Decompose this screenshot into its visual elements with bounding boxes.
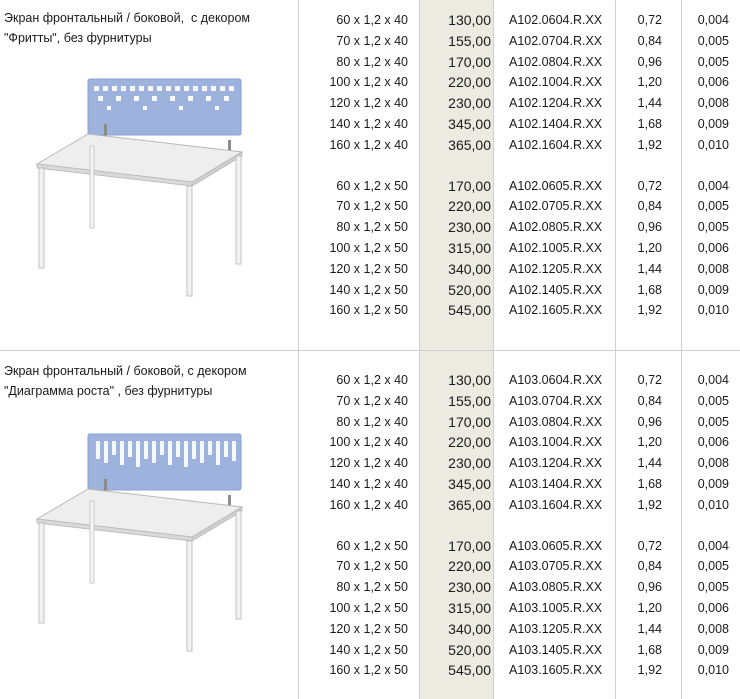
size-cell: 60 x 1,2 x 50 bbox=[336, 538, 408, 553]
weight-cell: 0,006 bbox=[697, 241, 729, 255]
volume-cell: 0,96 bbox=[637, 220, 662, 235]
volume-cell: 0,72 bbox=[637, 13, 662, 27]
price-cell: 220,00 bbox=[448, 198, 491, 215]
volume-cell: 1,20 bbox=[637, 241, 662, 255]
size-cell: 120 x 1,2 x 50 bbox=[329, 621, 408, 636]
price-cell: 230,00 bbox=[448, 579, 491, 596]
size-cell: 100 x 1,2 x 40 bbox=[329, 435, 408, 450]
weight-cell: 0,005 bbox=[697, 33, 729, 48]
table-row bbox=[0, 412, 740, 433]
table-row bbox=[0, 72, 740, 93]
table-row bbox=[0, 474, 740, 495]
weight-cell: 0,005 bbox=[697, 559, 729, 574]
volume-cell: 1,20 bbox=[637, 75, 662, 90]
price-cell: 315,00 bbox=[448, 600, 491, 616]
volume-cell: 0,84 bbox=[637, 33, 662, 48]
weight-cell: 0,009 bbox=[697, 477, 729, 491]
size-cell: 100 x 1,2 x 50 bbox=[329, 241, 408, 255]
volume-cell: 1,92 bbox=[637, 303, 662, 318]
article-code-cell: A103.1005.R.XX bbox=[509, 601, 603, 615]
article-code-cell: A103.1205.R.XX bbox=[509, 621, 603, 636]
table-row bbox=[0, 391, 740, 412]
volume-cell: 1,44 bbox=[637, 261, 662, 276]
weight-cell: 0,005 bbox=[697, 54, 729, 69]
volume-cell: 0,96 bbox=[637, 580, 662, 595]
price-cell: 230,00 bbox=[448, 219, 491, 236]
article-code-cell: A103.1404.R.XX bbox=[509, 477, 603, 491]
table-row bbox=[0, 176, 740, 197]
table-row bbox=[0, 52, 740, 73]
weight-cell: 0,005 bbox=[697, 199, 729, 214]
weight-cell: 0,010 bbox=[697, 303, 729, 318]
article-code-cell: A103.1204.R.XX bbox=[509, 456, 603, 471]
table-row bbox=[0, 238, 740, 259]
price-cell: 220,00 bbox=[448, 434, 491, 451]
volume-cell: 1,68 bbox=[637, 477, 662, 491]
volume-cell: 0,84 bbox=[637, 199, 662, 214]
price-cell: 155,00 bbox=[448, 32, 491, 49]
volume-cell: 1,20 bbox=[637, 435, 662, 450]
weight-cell: 0,010 bbox=[697, 137, 729, 152]
article-code-cell: A102.1404.R.XX bbox=[509, 117, 603, 131]
size-cell: 80 x 1,2 x 40 bbox=[336, 54, 408, 69]
article-code-cell: A103.1605.R.XX bbox=[509, 663, 603, 678]
weight-cell: 0,008 bbox=[697, 456, 729, 471]
weight-cell: 0,005 bbox=[697, 393, 729, 408]
volume-cell: 0,72 bbox=[637, 178, 662, 193]
article-code-cell: A102.0604.R.XX bbox=[509, 13, 603, 27]
weight-cell: 0,010 bbox=[697, 663, 729, 678]
price-cell: 230,00 bbox=[448, 95, 491, 112]
table-row bbox=[0, 280, 740, 301]
weight-cell: 0,006 bbox=[697, 75, 729, 90]
size-cell: 70 x 1,2 x 50 bbox=[336, 199, 408, 214]
weight-cell: 0,009 bbox=[697, 117, 729, 131]
table-row bbox=[0, 370, 740, 391]
price-cell: 230,00 bbox=[448, 455, 491, 472]
table-row bbox=[0, 619, 740, 640]
price-cell: 155,00 bbox=[448, 392, 491, 409]
table-row bbox=[0, 577, 740, 598]
table-row bbox=[0, 259, 740, 280]
table-row bbox=[0, 640, 740, 661]
size-cell: 120 x 1,2 x 50 bbox=[329, 261, 408, 276]
size-cell: 60 x 1,2 x 40 bbox=[336, 373, 408, 387]
volume-cell: 0,84 bbox=[637, 559, 662, 574]
price-cell: 365,00 bbox=[448, 136, 491, 153]
article-code-cell: A102.1005.R.XX bbox=[509, 241, 603, 255]
table-row bbox=[0, 135, 740, 156]
size-cell: 120 x 1,2 x 40 bbox=[329, 96, 408, 111]
weight-cell: 0,005 bbox=[697, 580, 729, 595]
article-code-cell: A102.1604.R.XX bbox=[509, 137, 603, 152]
table-row bbox=[0, 217, 740, 238]
price-cell: 545,00 bbox=[448, 662, 491, 679]
volume-cell: 1,92 bbox=[637, 663, 662, 678]
size-cell: 60 x 1,2 x 40 bbox=[336, 13, 408, 27]
article-code-cell: A102.0805.R.XX bbox=[509, 220, 603, 235]
price-cell: 220,00 bbox=[448, 558, 491, 575]
table-row bbox=[0, 660, 740, 681]
table-row bbox=[0, 300, 740, 321]
price-cell: 520,00 bbox=[448, 281, 491, 298]
size-cell: 70 x 1,2 x 50 bbox=[336, 559, 408, 574]
size-cell: 100 x 1,2 x 50 bbox=[329, 601, 408, 615]
volume-cell: 1,44 bbox=[637, 96, 662, 111]
weight-cell: 0,005 bbox=[697, 220, 729, 235]
size-cell: 140 x 1,2 x 40 bbox=[329, 477, 408, 491]
product-title: Экран фронтальный / боковой, с декором "Фритты", без фурнитуры bbox=[4, 11, 251, 45]
weight-cell: 0,008 bbox=[697, 261, 729, 276]
price-cell: 365,00 bbox=[448, 496, 491, 513]
product-section-growth-chart bbox=[0, 351, 740, 699]
size-cell: 160 x 1,2 x 50 bbox=[329, 663, 408, 678]
weight-cell: 0,005 bbox=[697, 414, 729, 429]
volume-cell: 0,84 bbox=[637, 393, 662, 408]
volume-cell: 1,44 bbox=[637, 621, 662, 636]
article-code-cell: A102.1205.R.XX bbox=[509, 261, 603, 276]
weight-cell: 0,008 bbox=[697, 621, 729, 636]
price-cell: 545,00 bbox=[448, 302, 491, 319]
price-cell: 130,00 bbox=[448, 372, 491, 388]
article-code-cell: A102.0704.R.XX bbox=[509, 33, 603, 48]
article-code-cell: A102.1204.R.XX bbox=[509, 96, 603, 111]
price-cell: 170,00 bbox=[448, 413, 491, 430]
price-cell: 170,00 bbox=[448, 537, 491, 554]
size-cell: 160 x 1,2 x 40 bbox=[329, 137, 408, 152]
weight-cell: 0,006 bbox=[697, 601, 729, 615]
price-cell: 345,00 bbox=[448, 116, 491, 132]
table-row bbox=[0, 453, 740, 474]
size-cell: 140 x 1,2 x 50 bbox=[329, 642, 408, 657]
article-code-cell: A102.0605.R.XX bbox=[509, 178, 603, 193]
article-code-cell: A103.0805.R.XX bbox=[509, 580, 603, 595]
article-code-cell: A102.1405.R.XX bbox=[509, 282, 603, 297]
article-code-cell: A102.0705.R.XX bbox=[509, 199, 603, 214]
size-cell: 100 x 1,2 x 40 bbox=[329, 75, 408, 90]
price-cell: 340,00 bbox=[448, 620, 491, 637]
weight-cell: 0,008 bbox=[697, 96, 729, 111]
size-cell: 70 x 1,2 x 40 bbox=[336, 33, 408, 48]
volume-cell: 0,72 bbox=[637, 538, 662, 553]
table-row bbox=[0, 556, 740, 577]
size-cell: 80 x 1,2 x 50 bbox=[336, 580, 408, 595]
size-cell: 80 x 1,2 x 40 bbox=[336, 414, 408, 429]
weight-cell: 0,004 bbox=[697, 373, 729, 387]
weight-cell: 0,009 bbox=[697, 282, 729, 297]
volume-cell: 1,92 bbox=[637, 137, 662, 152]
article-code-cell: A102.1004.R.XX bbox=[509, 75, 603, 90]
article-code-cell: A103.0605.R.XX bbox=[509, 538, 603, 553]
product-title: Экран фронтальный / боковой, с декором "Диаграмма роста" , без фурнитуры bbox=[4, 364, 247, 398]
price-cell: 170,00 bbox=[448, 177, 491, 194]
volume-cell: 1,68 bbox=[637, 117, 662, 131]
weight-cell: 0,004 bbox=[697, 538, 729, 553]
volume-cell: 1,44 bbox=[637, 456, 662, 471]
article-code-cell: A103.1004.R.XX bbox=[509, 435, 603, 450]
article-code-cell: A103.0804.R.XX bbox=[509, 414, 603, 429]
table-row bbox=[0, 31, 740, 52]
table-row bbox=[0, 598, 740, 619]
article-code-cell: A103.0604.R.XX bbox=[509, 373, 603, 387]
weight-cell: 0,009 bbox=[697, 642, 729, 657]
volume-cell: 0,96 bbox=[637, 54, 662, 69]
volume-cell: 0,96 bbox=[637, 414, 662, 429]
price-cell: 170,00 bbox=[448, 53, 491, 70]
size-cell: 140 x 1,2 x 40 bbox=[329, 117, 408, 131]
size-cell: 70 x 1,2 x 40 bbox=[336, 393, 408, 408]
article-code-cell: A102.1605.R.XX bbox=[509, 303, 603, 318]
table-row bbox=[0, 93, 740, 114]
volume-cell: 1,20 bbox=[637, 601, 662, 615]
table-row bbox=[0, 196, 740, 217]
size-cell: 140 x 1,2 x 50 bbox=[329, 282, 408, 297]
article-code-cell: A103.1405.R.XX bbox=[509, 642, 603, 657]
size-cell: 80 x 1,2 x 50 bbox=[336, 220, 408, 235]
weight-cell: 0,010 bbox=[697, 497, 729, 512]
price-cell: 315,00 bbox=[448, 240, 491, 256]
article-code-cell: A103.0704.R.XX bbox=[509, 393, 603, 408]
size-cell: 160 x 1,2 x 40 bbox=[329, 497, 408, 512]
price-cell: 130,00 bbox=[448, 12, 491, 28]
article-code-cell: A103.0705.R.XX bbox=[509, 559, 603, 574]
size-cell: 120 x 1,2 x 40 bbox=[329, 456, 408, 471]
price-cell: 220,00 bbox=[448, 74, 491, 91]
volume-cell: 1,68 bbox=[637, 282, 662, 297]
volume-cell: 0,72 bbox=[637, 373, 662, 387]
table-row bbox=[0, 495, 740, 516]
article-code-cell: A102.0804.R.XX bbox=[509, 54, 603, 69]
weight-cell: 0,006 bbox=[697, 435, 729, 450]
article-code-cell: A103.1604.R.XX bbox=[509, 497, 603, 512]
volume-cell: 1,68 bbox=[637, 642, 662, 657]
table-row bbox=[0, 536, 740, 557]
price-cell: 520,00 bbox=[448, 641, 491, 658]
volume-cell: 1,92 bbox=[637, 497, 662, 512]
price-cell: 340,00 bbox=[448, 260, 491, 277]
table-row bbox=[0, 432, 740, 453]
table-row bbox=[0, 10, 740, 31]
weight-cell: 0,004 bbox=[697, 13, 729, 27]
size-cell: 60 x 1,2 x 50 bbox=[336, 178, 408, 193]
table-row bbox=[0, 114, 740, 135]
size-cell: 160 x 1,2 x 50 bbox=[329, 303, 408, 318]
price-cell: 345,00 bbox=[448, 476, 491, 492]
weight-cell: 0,004 bbox=[697, 178, 729, 193]
